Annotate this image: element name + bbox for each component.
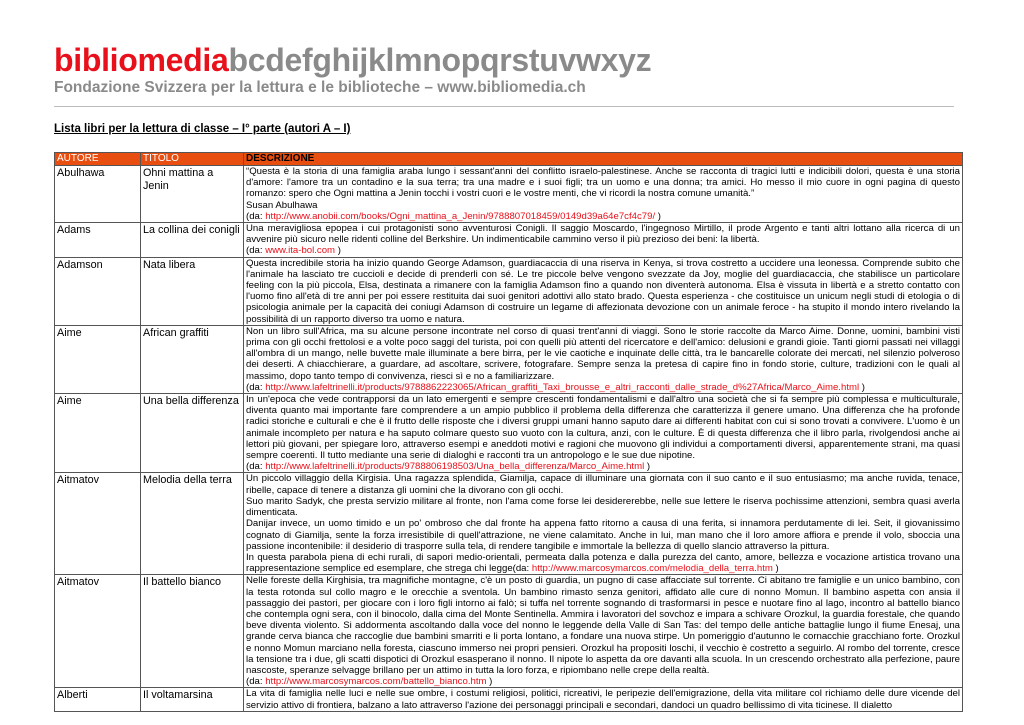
source-suffix: ) xyxy=(335,245,341,257)
column-header-title: TITOLO xyxy=(141,153,244,166)
column-header-author: AUTORE xyxy=(55,153,141,166)
source-citation xyxy=(513,563,779,574)
source-link[interactable]: http://www.marcosymarcos.com/battello_bianco.htm xyxy=(265,676,487,688)
title-cell: African graffiti xyxy=(141,325,244,393)
table-header-row xyxy=(55,153,963,166)
document-header xyxy=(54,42,954,97)
source-suffix: ) xyxy=(644,461,651,473)
title-cell: Melodia della terra xyxy=(141,473,244,575)
author-cell: Abulhawa xyxy=(55,166,141,223)
description-cell xyxy=(244,688,963,711)
description-paragraph: “Questa è la storia di una famiglia araba lungo i sessant'anni del conflitto israelo-palestinese. Anche se racconta di tragici lutti e indicibili dolori, questa è una storia d'amore: l'amore tra un contadino e la sua terra; tra una madre e i suoi figli; tra un uomo e una donna; tra amici. Ho messo il mio cuore in ogni pagina di questo romanzo: spero che Ogni mattina a Jenin tocchi i vostri cuori e le vostre menti, che vi ricordi la nostra comune umanità.” xyxy=(246,166,960,200)
table-row xyxy=(55,223,963,258)
description-cell xyxy=(244,223,963,258)
header-divider xyxy=(54,106,954,107)
source-link[interactable]: http://www.lafeltrinelli.it/products/9788862223065/African_graffiti_Taxi_brousse_e_altri_racconti_dalle_strade_d%27Africa/Marco_Aime.html xyxy=(265,381,860,393)
source-link[interactable]: www.ita-bol.com xyxy=(265,245,336,257)
source-suffix: ) xyxy=(655,210,661,222)
source-suffix: ) xyxy=(486,676,493,688)
title-cell: Il battello bianco xyxy=(141,575,244,688)
source-citation xyxy=(246,461,960,472)
source-prefix: (da: xyxy=(512,563,532,575)
description-paragraph: Suo marito Sadyk, che presta servizio militare al fronte, non l'ama come forse lei desidererebbe, nelle sue lettere le riserva pochissime attenzioni, sembra quasi averla dimenticata. xyxy=(246,495,960,519)
description-paragraph: In questa parabola piena di echi rurali, di sapori medio-orientali, permeata dalla potenza e dalla purezza del canto, amore, bellezza e vocazione artistica trovano una rappresentazione semplice ed esemplare, che strega chi legge xyxy=(246,551,960,575)
description-paragraph: Susan Abulhawa xyxy=(246,199,318,211)
title-cell: La collina dei conigli xyxy=(141,223,244,258)
title-cell: Ohni mattina a Jenin xyxy=(141,166,244,223)
table-row xyxy=(55,688,963,711)
author-cell: Aime xyxy=(55,325,141,393)
description-paragraph: Una meravigliosa epopea i cui protagonisti sono avventurosi Conigli. Il saggio Moscardo, l'ingegnoso Mirtillo, il prode Argento e tanti altri lottano alla ricerca di un avvenire più sicuro nelle ridenti colline del Berkshire. Un indimenticabile cammino verso il più prezioso dei beni: la libertà. xyxy=(246,223,960,246)
description-paragraph: La vita di famiglia nelle luci e nelle sue ombre, i costumi religiosi, politici, ricreativi, le peripezie dell'emigrazione, della vita militare col richiamo delle dure vicende del servizio attivo di frontiera, balzano a lato attraverso l'azione dei personaggi principali e secondari, dandoci un quadro bellissimo di vita ticinese. Il dialetto xyxy=(246,688,960,711)
source-link[interactable]: http://www.anobii.com/books/Ogni_mattina_a_Jenin/9788807018459/0149d39a64e7cf4c79/ xyxy=(265,210,656,222)
source-citation xyxy=(246,245,960,256)
source-prefix: (da: xyxy=(246,245,266,257)
table-row xyxy=(55,473,963,575)
source-suffix: ) xyxy=(772,563,779,575)
book-list-table xyxy=(54,152,963,712)
description-cell xyxy=(244,473,963,575)
source-link[interactable]: http://www.lafeltrinelli.it/products/9788806198503/Una_bella_differenza/Marco_Aime.html xyxy=(265,461,645,473)
logo-red-part: bibliomedia xyxy=(54,42,229,78)
description-cell xyxy=(244,575,963,688)
title-cell: Nata libera xyxy=(141,257,244,325)
source-prefix: (da: xyxy=(246,461,266,473)
source-citation xyxy=(246,211,960,222)
description-paragraph: Questa incredibile storia ha inizio quando George Adamson, guardiacaccia di una riserva in Kenya, si trova costretto a uccidere una leonessa. Comprende subito che l'animale ha lasciato tre cuccioli e decide di prenderli con sé. Le tre piccole belve vengono svezzate da Joy, moglie del guardiacaccia, che stabilisce un particolare feeling con la più piccola, Elsa, destinata a rimanere con la famiglia Adamson fino a quando non diventerà autonoma. Elsa è vissuta in libertà e a stretto contatto con l'uomo fino all'età di tre anni per poi essere restituita dai suoi genitori adottivi allo stato brado. Questa esperienza - che costituisce un unicum negli studi di etologia o di psicologia animale per la capacità dei coniugi Adamson di costruire un legame di affezionata devozione con un animale feroce - ha stupito il mondo intero rivelando la possibilità di un rapporto diverso tra uomo e natura. xyxy=(246,257,960,325)
author-cell: Alberti xyxy=(55,688,141,711)
list-title: Lista libri per la lettura di classe – I° parte (autori A – I) xyxy=(54,123,351,135)
source-link[interactable]: http://www.marcosymarcos.com/melodia_della_terra.htm xyxy=(531,563,773,575)
logo-grey-part: bcdefghijklmnopqrstuvwxyz xyxy=(228,42,652,78)
description-paragraph: Non un libro sull'Africa, ma su alcune persone incontrate nel corso di quasi trent'anni di viaggi. Sono le storie raccolte da Marco Aime. Donne, uomini, bambini visti prima con gli occhi frettolosi e a volte poco saggi del turista, poi con quelli più attenti del ricercatore e dell'amico: delusioni e grandi gioie. Tanti giorni passati nei villaggi all'ombra di un mango, nelle buvette male illuminate a bere birra, per le vie caotiche e inquinate delle città, tra le bancarelle colorate dei mercati, nel silenzio polveroso dei deserti. A chiacchierare, a guardare, ad ascoltare, scrivere, fotografare. Sempre senza la pretesa di capire fino in fondo storie, culture, tradizioni con le quali al massimo, dopo tanto tempo di convivenza, riesci sì e no a familiarizzare. xyxy=(246,325,960,382)
column-header-description: DESCRIZIONE xyxy=(244,153,963,166)
table-row xyxy=(55,325,963,393)
title-cell: Il voltamarsina xyxy=(141,688,244,711)
author-cell: Adamson xyxy=(55,257,141,325)
table-row xyxy=(55,394,963,473)
description-paragraph: In un'epoca che vede contrapporsi da un lato emergenti e sempre crescenti fondamentalismi e dall'altro una società che si fa sempre più complessa e multiculturale, diventa quanto mai importante fare comprendere a un ampio pubblico il problema della differenza che caratterizza il genere umano. Una differenza che ha profonde radici storiche e culturali e che è il frutto delle risposte che i diversi gruppi umani hanno saputo dare ai differenti habitat con cui si sono trovati a convivere. L'uomo è un animale incompleto per natura e ha saputo colmare questo suo vuoto con la cultura, anzi, con le culture. È di questa differenza che il libro parla, rivolgendosi anche ai lettori più giovani, per spiegare loro, attraverso esempi e aneddoti motivi e ragioni che muovono gli individui a comportamenti diversi, apparentemente strani, ma quasi sempre coerenti. Il tutto mediante una serie di dialoghi e racconti tra un antropologo e le sue due nipotine. xyxy=(246,394,960,462)
source-prefix: (da: xyxy=(246,381,266,393)
description-paragraph: Un piccolo villaggio della Kirgisia. Una ragazza splendida, Giamilja, capace di illuminare una giornata con il suo canto e il suo entusiasmo; ma anche ruvida, tenace, ribelle, capace di tenere a distanza gli uomini che la divorano con gli occhi. xyxy=(246,473,960,496)
author-cell: Aitmatov xyxy=(55,575,141,688)
table-row xyxy=(55,575,963,688)
table-row xyxy=(55,257,963,325)
foundation-subtitle: Fondazione Svizzera per la lettura e le biblioteche – www.bibliomedia.ch xyxy=(54,79,586,96)
description-cell xyxy=(244,166,963,223)
source-prefix: (da: xyxy=(246,210,266,222)
description-cell xyxy=(244,257,963,325)
table-body xyxy=(55,166,963,712)
description-paragraph: Danijar invece, un uomo timido e un po' ombroso che dal fronte ha appena fatto ritorno a causa di una ferita, si innamora perdutamente di lei. Seit, il giovanissimo cognato di Giamilja, sente la forza irresistibile di quell'attrazione, ne viene calamitato. Anche in lui, man mano che il loro amore affiora e prende il volo, sboccia una passione incontenibile: il desiderio di trasporre sulla tela, di rendere tangibile e immortale la bellezza di quello slancio attraverso la pittura. xyxy=(246,518,960,552)
table-row xyxy=(55,166,963,223)
source-suffix: ) xyxy=(859,381,865,393)
description-cell xyxy=(244,325,963,393)
source-citation xyxy=(246,676,960,687)
description-cell xyxy=(244,394,963,473)
description-paragraph: Nelle foreste della Kirghisia, tra magnifiche montagne, c'è un posto di guardia, un pugno di case affacciate sul torrente. Ci abitano tre famiglie e un unico bambino, con la testa rotonda sul collo magro e le orecchie a sventola. Un bambino rimasto senza genitori, affidato alle cure di nonno Momun. Il bambino aspetta con ansia il passaggio dei pastori, per giocare con i loro figli intorno ai falò; si tuffa nel torrente sognando di trasformarsi in pesce e nuotare fino al lago, incontro al battello bianco che contempla ogni sera, con il binocolo, dalla cima del Monte Sentinella. Ammira i lavoratori del sovchoz e impara a schivare Orozkul, la guardia forestale, che quando beve diventa violento. Si addormenta ascoltando dalla voce del nonno le leggende della Valle di San Tas: del tempo delle antiche battaglie lungo il fiume Enesaj, una grande cerva bianca che raccoglie due bambini smarriti e li porta lontano, a fondare una nuova stirpe. Un pomeriggio d'autunno le cornacchie gracchiano forte. Orozkul e nonno Momun marciano nella foresta, ciascuno immerso nei propri pensieri. Orozkul ha propositi loschi, il vecchio è costretto a seguirlo. Al rombo del torrente, cresce la tensione tra i due, gli scatti dispotici di Orozkul esasperano il nonno. Il nipote lo aspetta da ore davanti alla scuola. In un crescendo orchestrato alla perfezione, paure nascoste, speranze selvagge brillano per un attimo in tutta la loro forza, e ripiombano nelle crepe della realtà. xyxy=(246,575,960,676)
title-cell: Una bella differenza xyxy=(141,394,244,473)
source-citation xyxy=(246,382,960,393)
author-cell: Aime xyxy=(55,394,141,473)
author-cell: Adams xyxy=(55,223,141,258)
author-cell: Aitmatov xyxy=(55,473,141,575)
bibliomedia-logo xyxy=(54,42,954,78)
source-prefix: (da: xyxy=(246,676,266,688)
